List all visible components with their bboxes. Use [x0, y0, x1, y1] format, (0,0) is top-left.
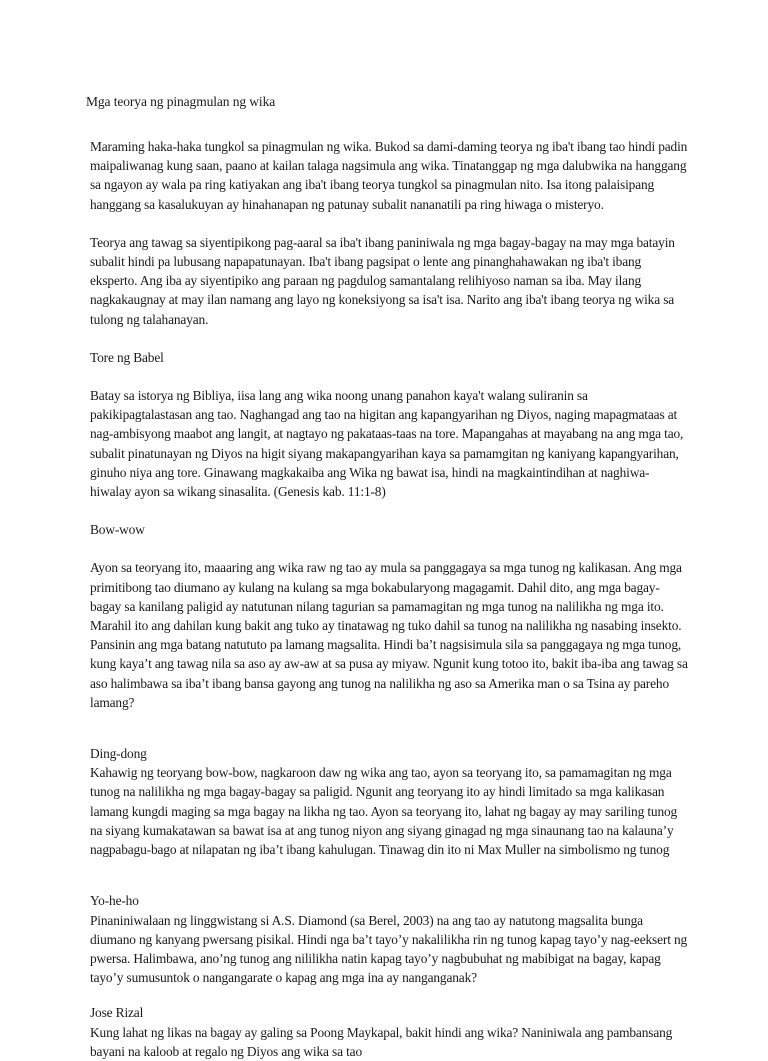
section-heading-bow-wow: Bow-wow: [90, 522, 145, 538]
section-heading-tore-ng-babel: Tore ng Babel: [90, 349, 164, 365]
section-heading-jose-rizal: Jose Rizal: [90, 1005, 144, 1021]
section-body-yo-he-ho: Pinaniniwalaan ng linggwistang si A.S. Diamond (sa Berel, 2003) na ang tao ay natutong magsalita bunga diumano ng kanyang pwersang pisikal. Hindi nga ba’t tayo’y nakalilikha rin ng tunog kapag tayo’y nag-eeksert ng pwersa. Halimbawa, ano’ng tunog ang nililikha natin kapag tayo’y nagbubuhat ng mabibigat na bagay, kapag tayo’y sumusuntok o nangangarate o kapag ang mga ina ay nanganganak?: [90, 912, 688, 986]
section-body-jose-rizal: Kung lahat ng likas na bagay ay galing sa Poong Maykapal, bakit hindi ang wika? Naniniwala ang pambansang bayani na kaloob at regalo ng Diyos ang wika sa tao: [90, 1024, 673, 1059]
intro-paragraph-2: Teorya ang tawag sa siyentipikong pag-aaral sa iba't ibang paniniwala ng mga bagay-bagay na may mga batayin subalit hindi pa lubusang napapatunayan. Iba't ibang pagsipat o lente ang pinanghahawakan ng iba't ibang eksperto. Ang iba ay siyentipiko ang paraan ng pagdulog samantalang relihiyoso naman sa iba. May ilang nagkakaugnay at may ilan namang ang layo ng koneksiyong sa isa't isa. Narito ang iba't ibang teorya ng wika sa tulong ng talahanayan.: [90, 234, 675, 327]
section-body-bow-wow: Ayon sa teoryang ito, maaaring ang wika raw ng tao ay mula sa panggagaya sa mga tunog ng kalikasan. Ang mga primitibong tao diumano ay kulang na kulang sa mga bokabularyong magagamit. Dahil dito, ang mga bagay-bagay sa kanilang paligid ay natutunan nilang tagurian sa pamamagitan ng mga tunog na nalilikha ng mga ito. Marahil ito ang dahilan kung bakit ang tuko ay tinatawag ng tuko dahil sa tunog na nalilikha ng nasabing insekto. Pansinin ang mga batang natututo pa lamang magsalita. Hindi ba’t nagsisimula sila sa panggagaya ng mga tunog, kung kaya’t ang tawag nila sa aso ay aw-aw at sa pusa ay miyaw. Ngunit kung totoo ito, bakit iba-iba ang tawag sa aso halimbawa sa iba’t ibang bansa gayong ang tunog na nalilikha ng aso sa Amerika man o sa Tsina ay pareho lamang?: [90, 560, 688, 710]
section-body-tore-ng-babel: Batay sa istorya ng Bibliya, iisa lang ang wika noong unang panahon kaya't walang suliranin sa pakikipagtalastasan ang tao. Naghangad ang tao na higitan ang kapangyarihan ng Diyos, naging mapagmataas at nag-ambisyong maabot ang langit, at nagtayo ng pakataas-taas na tore. Mapangahas at mayabang na ang mga tao, subalit pinatunayan ng Diyos na higit siyang makapangyarihan kaya sa pamamgitan ng kaniyang kapangyarihan, ginuho niya ang tore. Ginawang magkakaiba ang Wika ng bawat isa, hindi na magkaintindihan at naghiwa-hiwalay ayon sa wikang sinasalita. (Genesis kab. 11:1-8): [90, 388, 684, 500]
section-body-ding-dong: Kahawig ng teoryang bow-bow, nagkaroon daw ng wika ang tao, ayon sa teoryang ito, sa pamamagitan ng mga tunog na nalilikha ng mga bagay-bagay sa paligid. Ngunit ang teoryang ito ay hindi limitado sa mga kalikasan lamang kungdi maging sa mga bagay na likha ng tao. Ayon sa teoryang ito, lahat ng bagay ay may sariling tunog na siyang kumakatawan sa bawat isa at ang tunog niyon ang siyang ginagad ng mga sinaunang tao na kalauna’y nagpabagu-bago at nilapatan ng iba’t ibang kahulugan. Tinawag din ito ni Max Muller na simbolismo ng tunog: [90, 765, 678, 858]
document-title: Mga teorya ng pinagmulan ng wika: [86, 94, 276, 109]
section-heading-ding-dong: Ding-dong: [90, 746, 147, 762]
document-body: [90, 137, 690, 1061]
section-heading-yo-he-ho: Yo-he-ho: [90, 893, 139, 909]
intro-paragraph-1: Maraming haka-haka tungkol sa pinagmulan ng wika. Bukod sa dami-daming teorya ng iba't ibang tao hindi padin maipaliwanag kung saan, paano at kailan talaga nagsimula ang wika. Tinatanggap ng mga dalubwika na hanggang sa ngayon ay wala pa ring katiyakan ang iba't ibang teorya tungkol sa pinagmulan nito. Isa itong palaisipang hanggang sa kasalukuyan ay hinahanapan ng patunay subalit nananatili pa ring hiwaga o misteryo.: [90, 139, 688, 212]
